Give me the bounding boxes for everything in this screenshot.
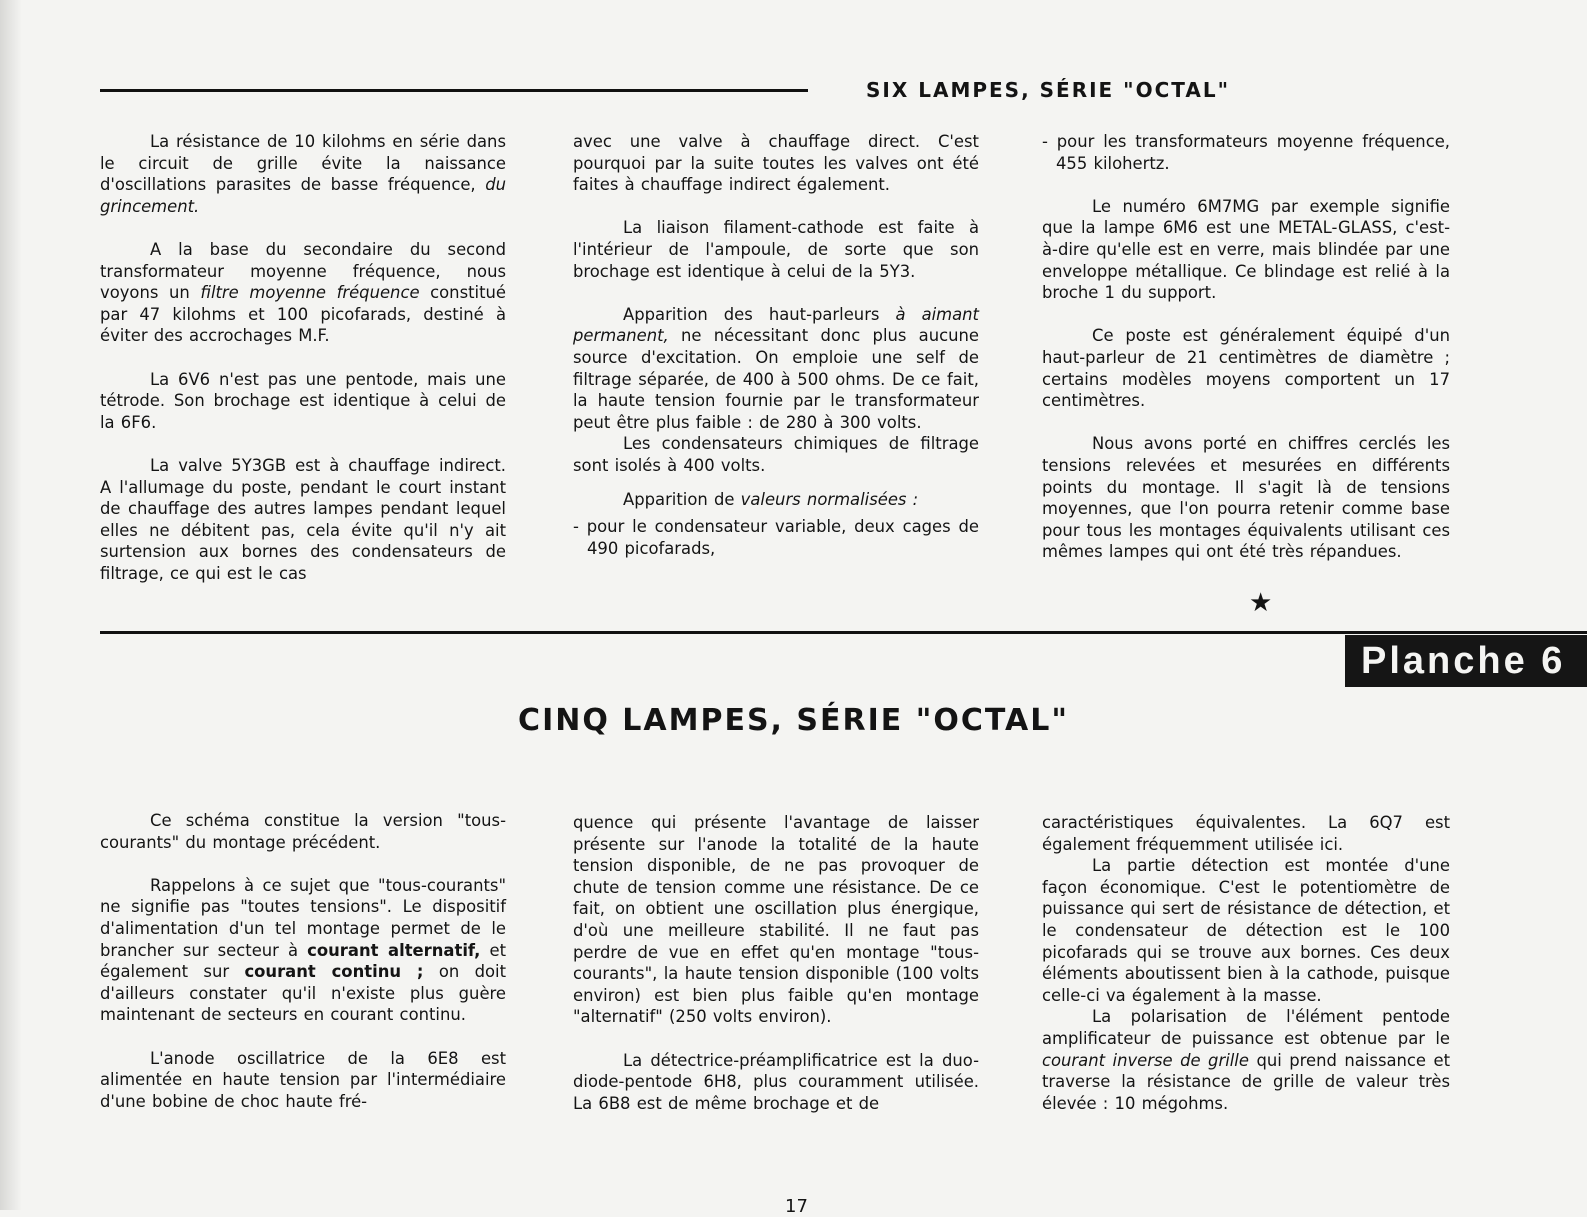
bold-text: courant continu ; bbox=[244, 962, 424, 982]
text-run: Rappelons à ce sujet que "tous-courants" ne signifie pas "toutes tensions". Le dispositif d'alimentation d'un tel montage permet de le brancher sur secteur à bbox=[100, 875, 506, 960]
italic-text: filtre moyenne fréquence bbox=[200, 283, 420, 303]
text-run: Apparition des haut-parleurs bbox=[623, 304, 896, 324]
paragraph bbox=[573, 304, 979, 434]
paragraph: Ce schéma constitue la version "tous-courants" du montage précédent. bbox=[100, 811, 506, 852]
italic-text: du grincement. bbox=[100, 175, 506, 216]
paragraph: quence qui présente l'avantage de laisser présente sur l'anode la totalité de la haute tension disponible, de ne pas provoquer de chute de tension comme une résistance. De ce fait, on obtient une oscillation plus énergique, d'où une meilleure stabilité. Il ne faut pas perdre de vue en effet qu'en montage "tous-courants", la haute tension disponible (100 volts environ) est bien plus faible qu'en montage "alternatif" (250 volts environ). bbox=[573, 813, 979, 1027]
top-column-2 bbox=[573, 131, 979, 559]
paragraph bbox=[1042, 1006, 1450, 1114]
paragraph: La détectrice-préamplificatrice est la duo-diode-pentode 6H8, plus couramment utilisée. La 6B8 est de même brochage et de bbox=[573, 1050, 979, 1113]
paragraph: avec une valve à chauffage direct. C'est pourquoi par la suite toutes les valves ont été faites à chauffage indirect également. bbox=[573, 132, 979, 195]
italic-text: valeurs normalisées : bbox=[740, 489, 919, 509]
paragraph: La partie détection est montée d'une façon économique. C'est le potentiomètre de puissance qui sert de résistance de détection, et le condensateur de détection est le 100 picofarads qui se trouve aux bornes. Ces deux éléments aboutissent bien à la cathode, puisque celle-ci va également à la masse. bbox=[1042, 856, 1450, 1005]
text-run: Apparition de bbox=[623, 489, 741, 509]
paragraph: - pour les transformateurs moyenne fréquence, 455 kilohertz. bbox=[1042, 132, 1450, 173]
star-icon: ★ bbox=[1249, 588, 1273, 618]
paragraph: Ce poste est généralement équipé d'un haut-parleur de 21 centimètres de diamètre ; certains modèles moyens comportent un 17 centimètres. bbox=[1042, 326, 1450, 411]
text-run: et également sur bbox=[100, 940, 507, 982]
text-run: La résistance de 10 kilohms en série dans le circuit de grille évite la naissance d'oscillations parasites de basse fréquence, bbox=[100, 132, 506, 195]
text-run: ne nécessitant donc plus aucune source d'excitation. On emploie une self de filtrage séparée, de 400 à 500 ohms. De ce fait, la haute tension fournie par le transformateur peut être plus faible : de 280 à 300 volts. bbox=[573, 326, 979, 432]
paragraph: La valve 5Y3GB est à chauffage indirect. A l'allumage du poste, pendant le court instant de chauffage des autres lampes pendant lequel elles ne débitent pas, cela évite qu'il n'y ait surtension aux bornes des condensateurs de filtrage, ce qui est le cas bbox=[100, 455, 506, 583]
italic-text: courant inverse de grille bbox=[1042, 1050, 1249, 1070]
paragraph bbox=[573, 489, 979, 511]
top-column-1 bbox=[100, 131, 506, 584]
bottom-column-1 bbox=[100, 810, 506, 1112]
running-header: SIX LAMPES, SÉRIE "OCTAL" bbox=[866, 78, 1231, 102]
paragraph: Les condensateurs chimiques de filtrage sont isolés à 400 volts. bbox=[573, 434, 979, 475]
paragraph: La 6V6 n'est pas une pentode, mais une tétrode. Son brochage est identique à celui de la 6F6. bbox=[100, 369, 506, 432]
text-run: on doit d'ailleurs constater qu'il n'existe plus guère maintenant de secteurs en courant continu. bbox=[100, 962, 507, 1025]
paragraph: L'anode oscillatrice de la 6E8 est alimentée en haute tension par l'intermédiaire d'une bobine de choc haute fré- bbox=[100, 1048, 506, 1111]
header-rule bbox=[100, 89, 808, 92]
paragraph: Nous avons porté en chiffres cerclés les tensions relevées et mesurées en différents points du montage. Il s'agit là de tensions moyennes, que l'on pourra retenir comme base pour tous les montages équivalents utilisant ces mêmes lampes qui ont été très répandues. bbox=[1042, 434, 1450, 562]
plate-label: Planche 6 bbox=[1345, 635, 1587, 687]
section-divider-rule bbox=[100, 631, 1587, 634]
italic-text: à aimant permanent, bbox=[573, 304, 979, 346]
text-run: constitué par 47 kilohms et 100 picofarads, destiné à éviter des accrochages M.F. bbox=[100, 283, 506, 346]
paragraph: La liaison filament-cathode est faite à l'intérieur de l'ampoule, de sorte que son brochage est identique à celui de la 5Y3. bbox=[573, 218, 979, 281]
text-run: qui prend naissance et traverse la résistance de grille de valeur très élevée : 10 mégohms. bbox=[1042, 1050, 1451, 1113]
section-title: CINQ LAMPES, SÉRIE "OCTAL" bbox=[518, 703, 1069, 738]
paragraph bbox=[100, 131, 506, 217]
bold-text: courant alternatif, bbox=[307, 940, 481, 960]
paragraph: caractéristiques équivalentes. La 6Q7 est également fréquemment utilisée ici. bbox=[1042, 813, 1450, 854]
paragraph: Le numéro 6M7MG par exemple signifie que la lampe 6M6 est une METAL-GLASS, c'est-à-dire qu'elle est en verre, mais blindée par une enveloppe métallique. Ce blindage est relié à la broche 1 du support. bbox=[1042, 196, 1450, 303]
page-gutter-shadow bbox=[0, 0, 22, 1210]
text-run: La polarisation de l'élément pentode amplificateur de puissance est obtenue par le bbox=[1042, 1007, 1450, 1048]
bottom-column-3 bbox=[1042, 812, 1450, 1114]
text-run: A la base du secondaire du second transformateur moyenne fréquence, nous voyons un bbox=[100, 239, 506, 303]
paragraph bbox=[100, 875, 506, 1026]
top-column-3 bbox=[1042, 131, 1450, 563]
paragraph bbox=[100, 239, 506, 347]
page-number: 17 bbox=[785, 1196, 808, 1217]
paragraph: - pour le condensateur variable, deux cages de 490 picofarads, bbox=[573, 517, 979, 558]
bottom-column-2 bbox=[573, 812, 979, 1114]
